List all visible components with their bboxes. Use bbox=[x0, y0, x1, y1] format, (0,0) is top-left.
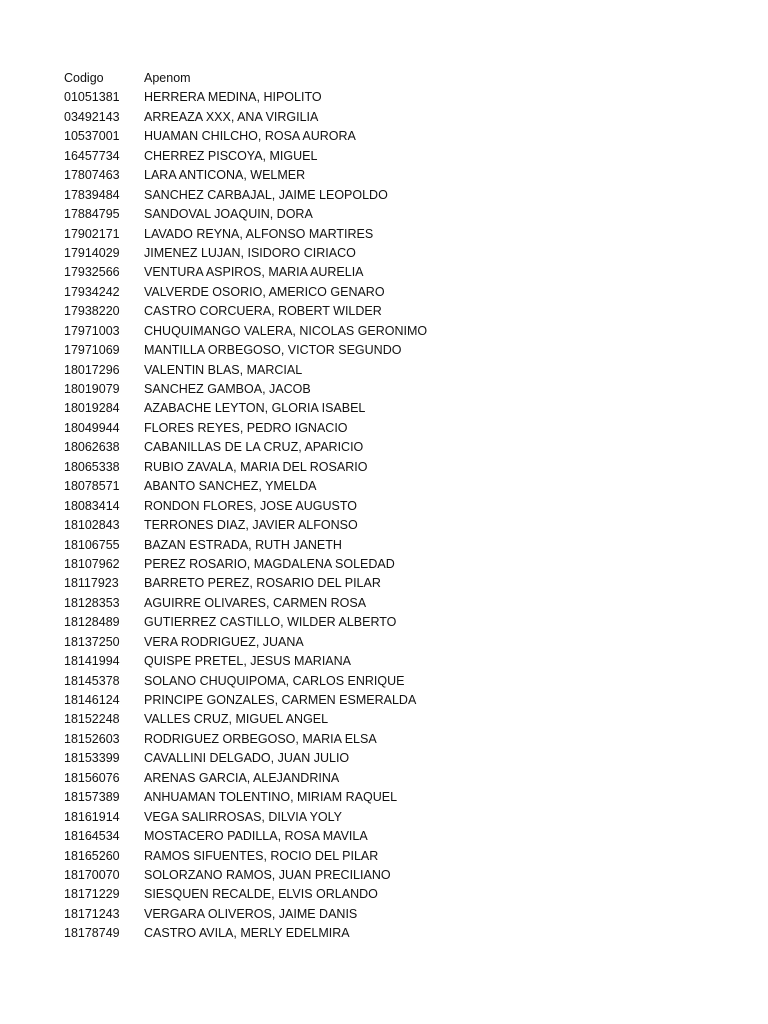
row-apenom: VALVERDE OSORIO, AMERICO GENARO bbox=[144, 284, 385, 299]
row-apenom: SIESQUEN RECALDE, ELVIS ORLANDO bbox=[144, 887, 378, 902]
table-row bbox=[64, 361, 744, 380]
row-apenom: MOSTACERO PADILLA, ROSA MAVILA bbox=[144, 829, 368, 844]
row-apenom: PEREZ ROSARIO, MAGDALENA SOLEDAD bbox=[144, 556, 395, 571]
table-row bbox=[64, 866, 744, 885]
row-apenom: SANCHEZ GAMBOA, JACOB bbox=[144, 382, 311, 396]
row-codigo: 18145378 bbox=[64, 673, 120, 688]
row-codigo: 18164534 bbox=[64, 829, 120, 844]
table-row bbox=[64, 186, 744, 205]
table-row bbox=[64, 166, 744, 185]
row-codigo: 17971069 bbox=[64, 343, 120, 358]
row-apenom: HUAMAN CHILCHO, ROSA AURORA bbox=[144, 129, 356, 144]
row-apenom: RONDON FLORES, JOSE AUGUSTO bbox=[144, 498, 358, 513]
table-row bbox=[64, 458, 744, 477]
table-row bbox=[64, 108, 744, 127]
row-codigo: 18161914 bbox=[64, 809, 120, 824]
table-row bbox=[64, 244, 744, 263]
table-row bbox=[64, 438, 744, 457]
row-apenom: SOLANO CHUQUIPOMA, CARLOS ENRIQUE bbox=[144, 673, 405, 688]
table-row bbox=[64, 283, 744, 302]
table-row bbox=[64, 555, 744, 574]
table-row bbox=[64, 749, 744, 768]
row-codigo: 18170070 bbox=[64, 867, 120, 882]
row-apenom: HERRERA MEDINA, HIPOLITO bbox=[144, 90, 322, 105]
row-codigo: 18171229 bbox=[64, 887, 120, 902]
row-apenom: VALENTIN BLAS, MARCIAL bbox=[144, 362, 303, 377]
row-apenom: CASTRO CORCUERA, ROBERT WILDER bbox=[144, 304, 382, 319]
row-codigo: 18106755 bbox=[64, 537, 120, 552]
row-codigo: 18128353 bbox=[64, 595, 120, 610]
row-codigo: 18153399 bbox=[64, 751, 120, 766]
row-apenom: AZABACHE LEYTON, GLORIA ISABEL bbox=[144, 401, 366, 416]
table-row bbox=[64, 730, 744, 749]
row-apenom: CASTRO AVILA, MERLY EDELMIRA bbox=[144, 926, 350, 941]
row-codigo: 18019284 bbox=[64, 401, 120, 416]
table-row bbox=[64, 536, 744, 555]
row-apenom: VENTURA ASPIROS, MARIA AURELIA bbox=[144, 265, 364, 280]
row-codigo: 16457734 bbox=[64, 148, 120, 163]
row-codigo: 18019079 bbox=[64, 382, 120, 396]
table-row bbox=[64, 419, 744, 438]
table-row bbox=[64, 516, 744, 535]
table-row bbox=[64, 322, 744, 341]
row-codigo: 17914029 bbox=[64, 245, 120, 260]
row-codigo: 18117923 bbox=[64, 576, 119, 591]
row-codigo: 18128489 bbox=[64, 615, 120, 630]
table-row bbox=[64, 341, 744, 360]
row-codigo: 17807463 bbox=[64, 168, 120, 183]
row-apenom: CHERREZ PISCOYA, MIGUEL bbox=[144, 148, 318, 163]
row-apenom: BAZAN ESTRADA, RUTH JANETH bbox=[144, 537, 342, 552]
row-codigo: 18017296 bbox=[64, 362, 120, 377]
row-codigo: 03492143 bbox=[64, 109, 120, 124]
row-codigo: 18049944 bbox=[64, 420, 120, 435]
row-apenom: CAVALLINI DELGADO, JUAN JULIO bbox=[144, 751, 350, 766]
table-row bbox=[64, 263, 744, 282]
row-codigo: 18171243 bbox=[64, 906, 120, 921]
row-codigo: 18141994 bbox=[64, 654, 120, 669]
row-codigo: 18078571 bbox=[64, 479, 120, 494]
row-apenom: BARRETO PEREZ, ROSARIO DEL PILAR bbox=[144, 576, 381, 591]
row-apenom: VEGA SALIRROSAS, DILVIA YOLY bbox=[144, 809, 343, 824]
table-row bbox=[64, 808, 744, 827]
row-apenom: LAVADO REYNA, ALFONSO MARTIRES bbox=[144, 226, 374, 241]
table-row bbox=[64, 885, 744, 904]
table-row bbox=[64, 633, 744, 652]
row-apenom: VERA RODRIGUEZ, JUANA bbox=[144, 634, 304, 649]
row-codigo: 18152248 bbox=[64, 712, 120, 727]
data-table bbox=[64, 69, 744, 944]
row-codigo: 17902171 bbox=[64, 226, 120, 241]
row-apenom: JIMENEZ LUJAN, ISIDORO CIRIACO bbox=[144, 245, 356, 260]
row-codigo: 17932566 bbox=[64, 265, 120, 280]
table-header-row bbox=[64, 69, 744, 88]
row-apenom: VERGARA OLIVEROS, JAIME DANIS bbox=[144, 906, 358, 921]
row-codigo: 18102843 bbox=[64, 518, 120, 533]
table-row bbox=[64, 594, 744, 613]
table-row bbox=[64, 88, 744, 107]
row-apenom: FLORES REYES, PEDRO IGNACIO bbox=[144, 420, 348, 435]
row-codigo: 01051381 bbox=[64, 90, 120, 105]
table-row bbox=[64, 127, 744, 146]
row-apenom: MANTILLA ORBEGOSO, VICTOR SEGUNDO bbox=[144, 343, 402, 358]
row-codigo: 18152603 bbox=[64, 731, 120, 746]
header-apenom: Apenom bbox=[144, 71, 191, 85]
row-apenom: CABANILLAS DE LA CRUZ, APARICIO bbox=[144, 440, 364, 455]
row-codigo: 18156076 bbox=[64, 770, 120, 785]
table-row bbox=[64, 205, 744, 224]
table-row bbox=[64, 672, 744, 691]
table-row bbox=[64, 827, 744, 846]
table-row bbox=[64, 847, 744, 866]
row-apenom: RAMOS SIFUENTES, ROCIO DEL PILAR bbox=[144, 848, 379, 863]
row-codigo: 18107962 bbox=[64, 556, 120, 571]
table-row bbox=[64, 652, 744, 671]
table-row bbox=[64, 477, 744, 496]
row-codigo: 18157389 bbox=[64, 790, 120, 805]
row-apenom: LARA ANTICONA, WELMER bbox=[144, 168, 306, 183]
row-codigo: 17884795 bbox=[64, 207, 120, 222]
table-row bbox=[64, 574, 744, 593]
row-codigo: 17938220 bbox=[64, 304, 120, 319]
row-codigo: 18146124 bbox=[64, 693, 120, 707]
table-row bbox=[64, 613, 744, 632]
row-codigo: 17839484 bbox=[64, 187, 120, 202]
table-row bbox=[64, 399, 744, 418]
row-apenom: SANDOVAL JOAQUIN, DORA bbox=[144, 207, 313, 222]
table-row bbox=[64, 788, 744, 807]
row-codigo: 10537001 bbox=[64, 129, 120, 144]
table-row bbox=[64, 769, 744, 788]
row-apenom: AGUIRRE OLIVARES, CARMEN ROSA bbox=[144, 595, 367, 610]
row-apenom: TERRONES DIAZ, JAVIER ALFONSO bbox=[144, 518, 358, 533]
table-row bbox=[64, 497, 744, 516]
table-row bbox=[64, 147, 744, 166]
row-apenom: ARREAZA XXX, ANA VIRGILIA bbox=[144, 109, 319, 124]
table-body bbox=[64, 88, 744, 943]
table-row bbox=[64, 302, 744, 321]
row-codigo: 17971003 bbox=[64, 323, 120, 338]
row-apenom: QUISPE PRETEL, JESUS MARIANA bbox=[144, 654, 351, 669]
row-codigo: 18165260 bbox=[64, 848, 120, 863]
row-codigo: 17934242 bbox=[64, 284, 120, 299]
row-apenom: PRINCIPE GONZALES, CARMEN ESMERALDA bbox=[144, 693, 417, 707]
row-codigo: 18178749 bbox=[64, 926, 120, 941]
row-codigo: 18065338 bbox=[64, 459, 120, 474]
row-apenom: ANHUAMAN TOLENTINO, MIRIAM RAQUEL bbox=[144, 790, 398, 805]
row-apenom: ARENAS GARCIA, ALEJANDRINA bbox=[144, 770, 340, 785]
row-codigo: 18137250 bbox=[64, 634, 120, 649]
row-apenom: ABANTO SANCHEZ, YMELDA bbox=[144, 479, 317, 494]
row-apenom: RODRIGUEZ ORBEGOSO, MARIA ELSA bbox=[144, 731, 377, 746]
row-apenom: RUBIO ZAVALA, MARIA DEL ROSARIO bbox=[144, 459, 368, 474]
table-row bbox=[64, 691, 744, 710]
row-apenom: SOLORZANO RAMOS, JUAN PRECILIANO bbox=[144, 867, 391, 882]
header-codigo: Codigo bbox=[64, 71, 104, 85]
table-row bbox=[64, 225, 744, 244]
row-codigo: 18062638 bbox=[64, 440, 120, 455]
table-row bbox=[64, 710, 744, 729]
table-row bbox=[64, 380, 744, 399]
row-apenom: VALLES CRUZ, MIGUEL ANGEL bbox=[144, 712, 329, 727]
row-codigo: 18083414 bbox=[64, 498, 120, 513]
table-row bbox=[64, 905, 744, 924]
row-apenom: CHUQUIMANGO VALERA, NICOLAS GERONIMO bbox=[144, 323, 428, 338]
row-apenom: GUTIERREZ CASTILLO, WILDER ALBERTO bbox=[144, 615, 397, 630]
row-apenom: SANCHEZ CARBAJAL, JAIME LEOPOLDO bbox=[144, 187, 388, 202]
table-row bbox=[64, 924, 744, 943]
